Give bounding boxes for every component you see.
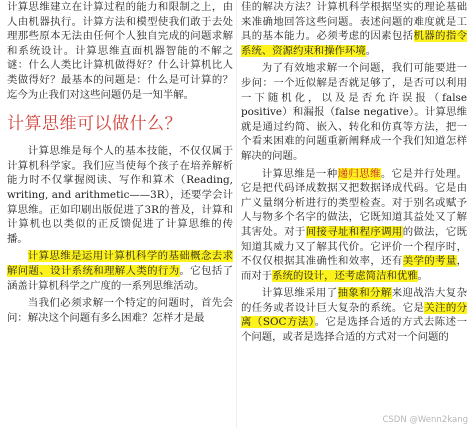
- highlight-abstraction: 抽象和分解: [337, 287, 392, 300]
- paragraph-basic-skill: 计算思维是每个人的基本技能，不仅仅属于计算机科学家。我们应当使每个孩子在培养解析能力时不仅掌握阅读、写作和算术（Reading, writing, and arithmetic——3R），还要学会计算思维。正如印刷出版促进了3R的普及，计算和计算机也以类似的正反馈促进了计算思维的传播。: [7, 145, 233, 245]
- text-span: 计算思维采用了: [261, 287, 338, 300]
- highlight-soc: 关注的分离（SOC方法）: [241, 301, 467, 329]
- highlight-machine-constraints: 机器的指令系统、资源约束和操作环境: [241, 30, 467, 57]
- paragraph-problem-difficulty: 当我们必须求解一个特定的问题时，首先会问：解决这个问题有多么困难？怎样才是最: [7, 297, 233, 324]
- text-span: 来迎战浩大复杂的任务或者设计巨大复杂的系统。它是: [241, 287, 467, 314]
- definition-tail: 。它包括了涵盖计算机科学之广度的一系列思维活动。: [7, 264, 233, 292]
- text-span: 的做法，它既知道其威力又了解其代价。它评价一个程序时，不仅仅根据其准确性和效率，还有: [241, 225, 467, 268]
- highlight-aesthetics: 美学的考量: [402, 255, 457, 268]
- highlight-recursive-thinking: 递归思维: [337, 167, 381, 180]
- text-span: 。它是并行处理。它是把代码译成数据又把数据译成代码。它是由广义量纲分析进行的类型检查。对于别名或赋予人与物多个名字的做法，它既知道其益处又了解其害处。对于: [241, 167, 467, 238]
- right-column: [241, 0, 467, 428]
- section-title: 计算思维可以做什么？: [7, 114, 182, 135]
- page-gutter: [236, 0, 237, 428]
- paragraph-computability: 计算思维建立在计算过程的能力和限制之上，由人由机器执行。计算方法和模型使我们敢于去处理那些原本无法由任何个人独自完成的问题求解和系统设计。计算思维直面机器智能的不解之谜：什么人类比计算机做得好？什么计算机比人类做得好？最基本的问题是：什么是可计算的？迄今为止我们对这些问题仍是一知半解。: [7, 1, 233, 101]
- highlight-simplicity: 系统的设计，还考虑简洁和优雅: [272, 269, 418, 282]
- paragraph-solution-method: [241, 0, 467, 58]
- left-column: [7, 0, 233, 428]
- text-span: 计算思维是一种: [261, 167, 338, 180]
- text-span: 。: [417, 269, 429, 282]
- text-span: ，而对于: [241, 255, 467, 282]
- text-span: 佳的解决方法？计算机科学根据坚实的理论基础来准确地回答这些问题。表述问题的难度就是工具的基本能力。必须考虑的因素包括: [241, 1, 467, 43]
- paragraph-definition: [7, 249, 233, 293]
- watermark: CSDN @Wenn2kang: [382, 415, 468, 425]
- highlight-definition: 计算思维是运用计算机科学的基础概念去求解问题、设计系统和理解人类的行为: [7, 250, 233, 277]
- paragraph-approximation: 为了有效地求解一个问题，我们可能要进一步问：一个近似解是否就足够了，是否可以利用一下随机化，以及是否允许误报（false positive）和漏报（false negative）。计算思维就是通过约简、嵌入、转化和仿真等方法，把一个看来困难的问题重新阐释成一个我们知道怎样解决的问题。: [241, 62, 467, 162]
- text-span: 。: [365, 44, 377, 57]
- highlight-indirect-addressing: 间接寻址和程序调用: [305, 225, 403, 238]
- paragraph-abstraction: [241, 286, 467, 344]
- paragraph-recursive-thinking: [241, 167, 467, 284]
- text-span: 。它是选择合适的方式去陈述一个问题，或者是选择合适的方式对一个问题的: [241, 316, 467, 344]
